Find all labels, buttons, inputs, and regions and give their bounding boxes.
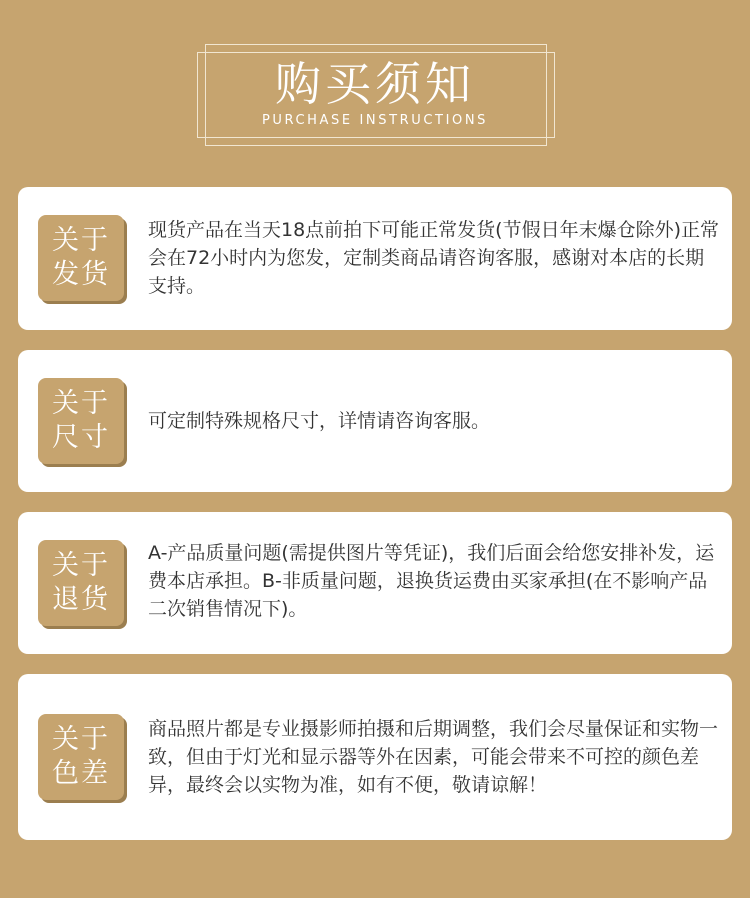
badge-line1: 关于	[52, 550, 110, 581]
card-text-return: A-产品质量问题(需提供图片等凭证)，我们后面会给您安排补发，运费本店承担。B-非质量问题，退换货运费由买家承担(在不影响产品二次销售情况下)。	[148, 542, 715, 620]
card-size	[18, 350, 732, 492]
badge-line2: 尺寸	[52, 422, 110, 453]
card-color	[18, 674, 732, 840]
card-shipping	[18, 187, 732, 330]
card-text-shipping: 现货产品在当天18点前拍下可能正常发货(节假日年末爆仓除外)正常会在72小时内为您发，定制类商品请咨询客服，感谢对本店的长期支持。	[148, 219, 720, 297]
page-title: 购买须知	[275, 57, 475, 111]
badge-line2: 色差	[52, 758, 110, 789]
header	[0, 0, 750, 170]
page-subtitle: PURCHASE INSTRUCTIONS	[261, 113, 489, 128]
badge-return	[38, 540, 124, 626]
badge-line2: 退货	[52, 584, 110, 615]
badge-line1: 关于	[52, 388, 110, 419]
badge-shipping	[38, 215, 124, 301]
badge-line1: 关于	[52, 225, 110, 256]
card-return	[18, 512, 732, 654]
badge-color	[38, 714, 124, 800]
badge-size	[38, 378, 124, 464]
badge-line2: 发货	[52, 259, 110, 290]
badge-line1: 关于	[52, 724, 110, 755]
card-text-color: 商品照片都是专业摄影师拍摄和后期调整，我们会尽量保证和实物一致，但由于灯光和显示器等外在因素，可能会带来不可控的颜色差异，最终会以实物为准，如有不便，敬请谅解！	[148, 718, 719, 796]
card-text-size: 可定制特殊规格尺寸，详情请咨询客服。	[148, 410, 491, 432]
